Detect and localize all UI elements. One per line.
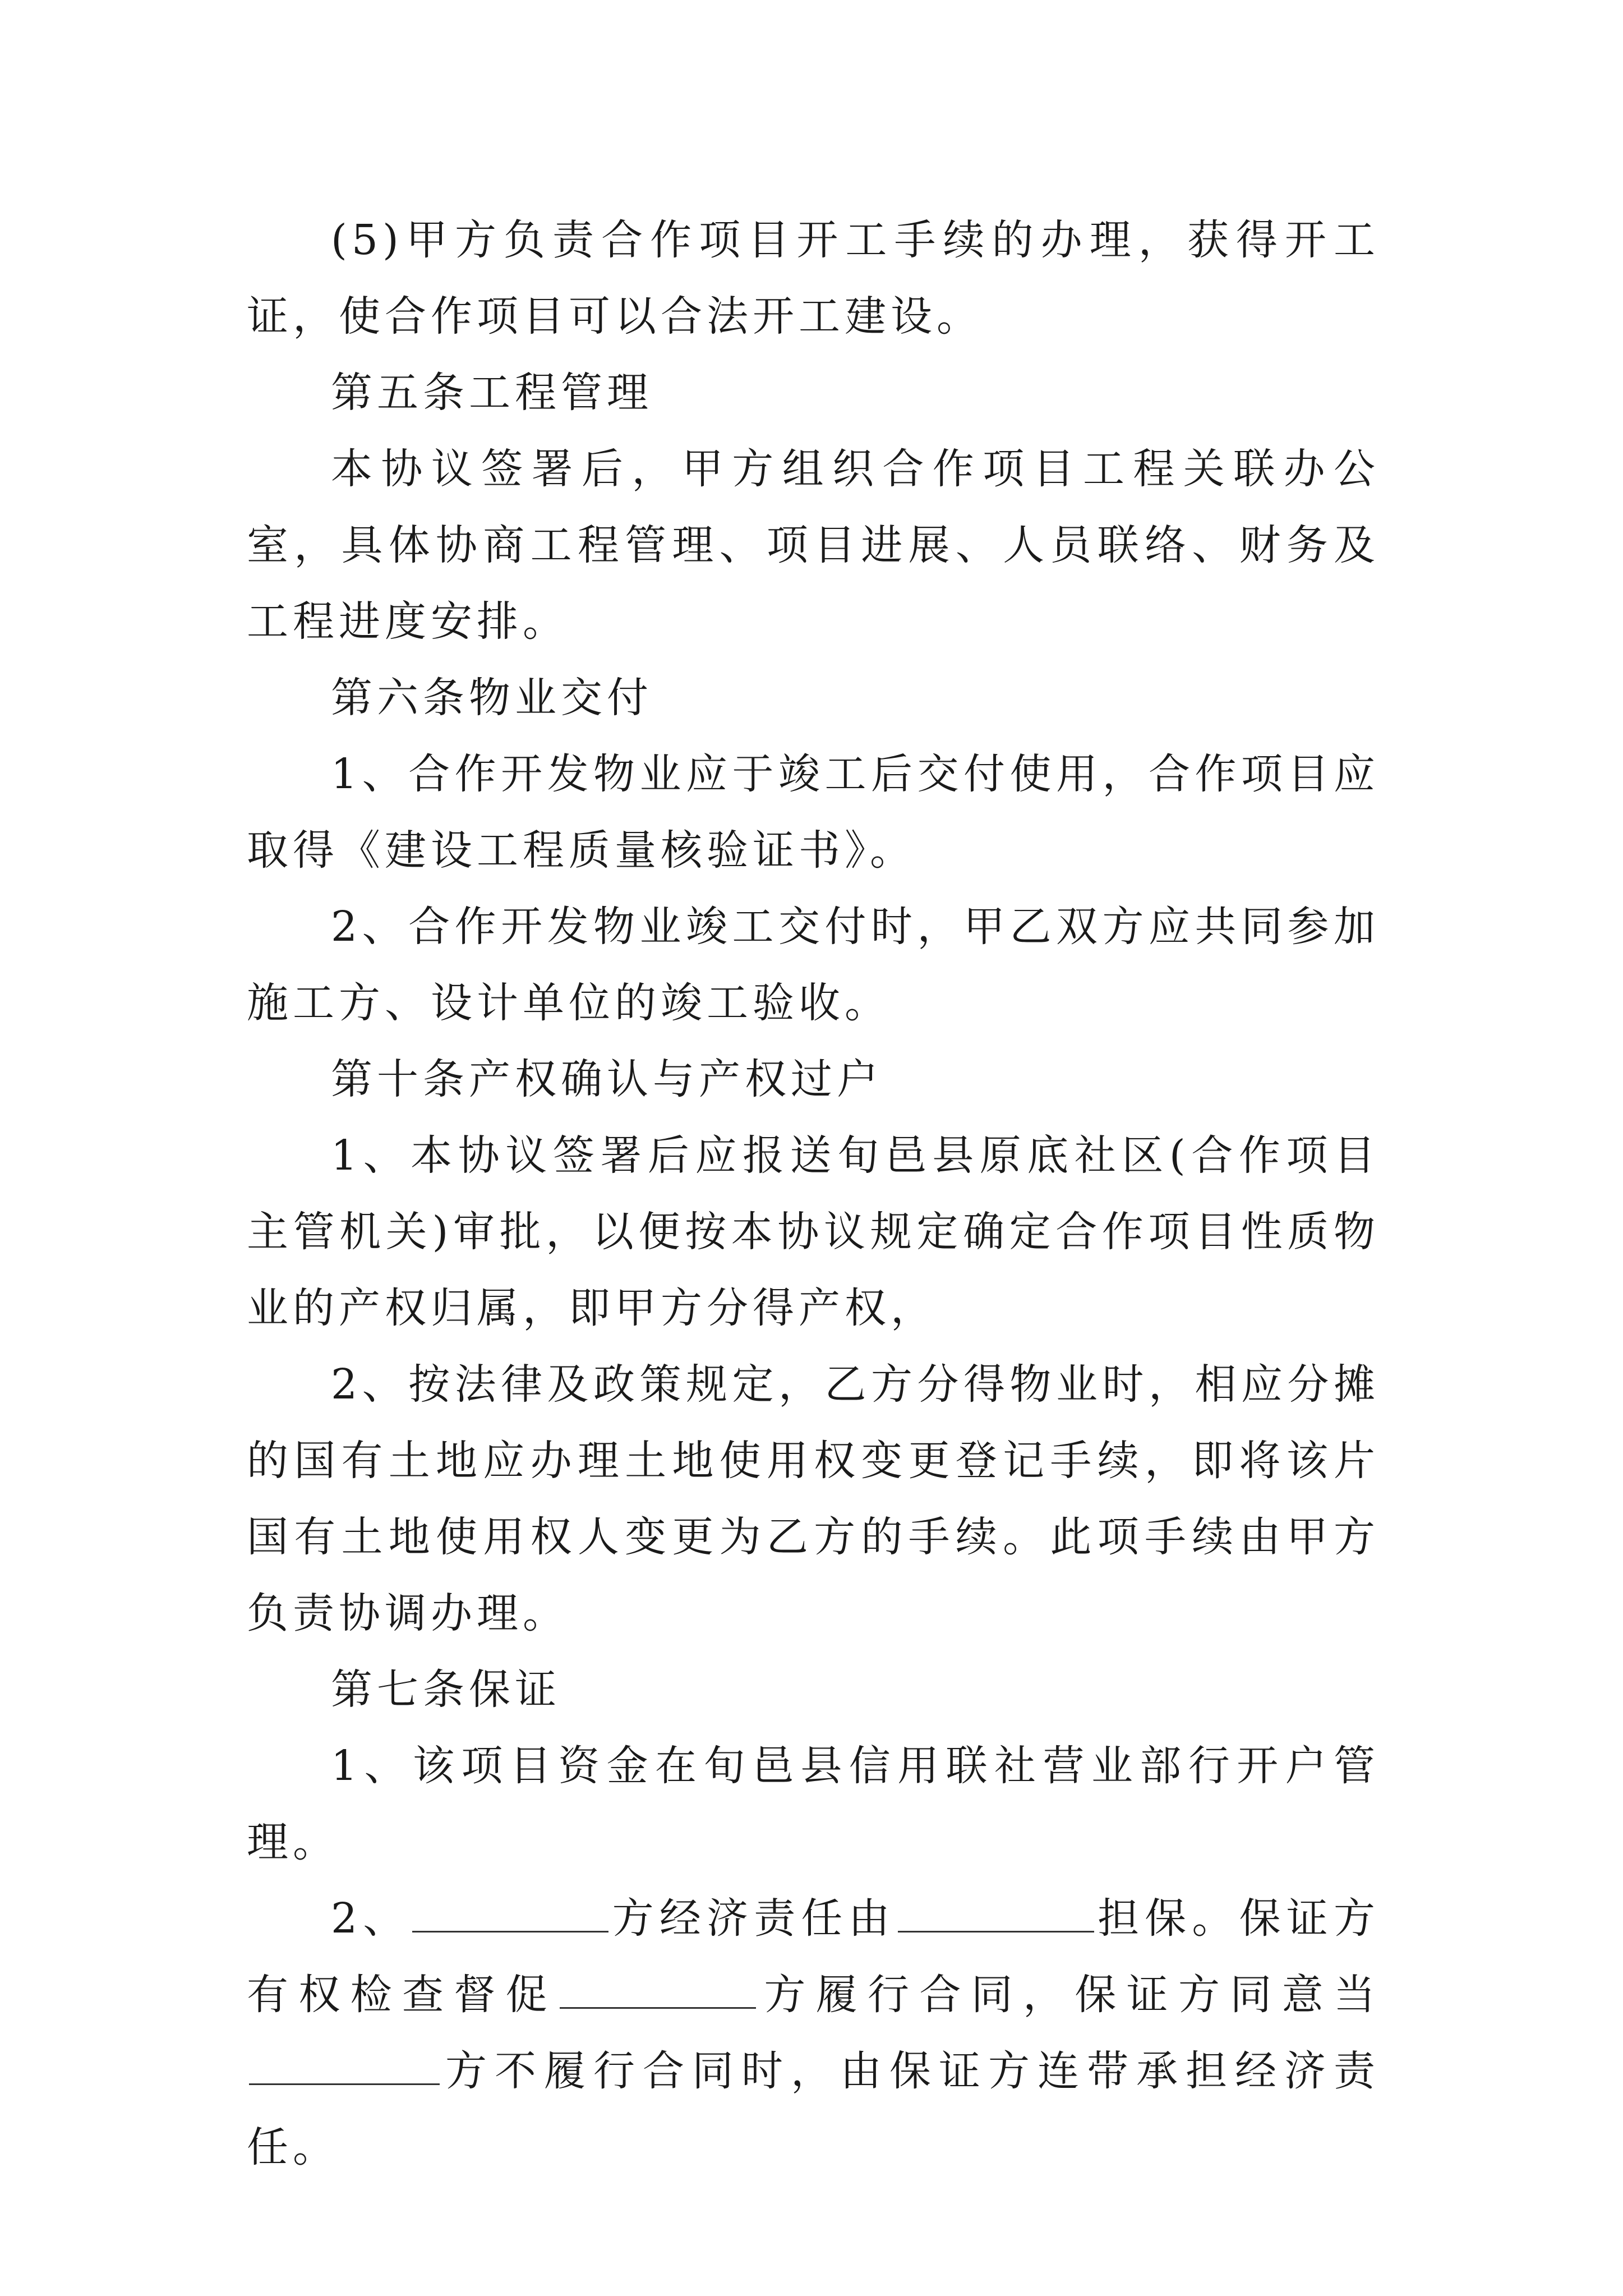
paragraph-property-1: 1、本协议签署后应报送旬邑县原底社区(合作项目主管机关)审批，以便按本协议规定确定合作项目性质物业的产权归属，即甲方分得产权， — [247, 1131, 1380, 1332]
paragraph-guarantee-1: 1、该项目资金在旬邑县信用联社营业部行开户管理。 — [247, 1742, 1380, 1866]
blank-line-3 — [560, 2007, 756, 2009]
paragraph-guarantee-2 — [247, 1880, 1380, 2185]
paragraph-delivery-1: 1、合作开发物业应于竣工后交付使用，合作项目应取得《建设工程质量核验证书》。 — [247, 750, 1380, 875]
guarantee-text-5: 方不履行合同时，由保证方连带承担经济责任。 — [247, 2047, 1380, 2171]
paragraph-property-2: 2、按法律及政策规定，乙方分得物业时，相应分摊的国有土地应办理土地使用权变更登记手续，即将该片国有土地使用权人变更为乙方的手续。此项手续由甲方负责协调办理。 — [247, 1360, 1380, 1637]
blank-line-1 — [412, 1930, 608, 1932]
blank-line-4 — [249, 2083, 440, 2085]
guarantee-text-4: 方履行合同，保证方同意当 — [758, 1971, 1380, 2019]
heading-article-5: 第五条工程管理 — [331, 369, 653, 417]
blank-line-2 — [898, 1930, 1094, 1932]
guarantee-text-3: 担保。保证方有权检查督促 — [247, 1894, 1380, 2019]
guarantee-text-2: 方经济责任由 — [611, 1894, 896, 1943]
heading-article-10: 第十条产权确认与产权过户 — [331, 1055, 883, 1103]
guarantee-text-1: 2、 — [331, 1894, 411, 1943]
heading-article-6: 第六条物业交付 — [331, 674, 653, 722]
heading-article-7: 第七条保证 — [331, 1665, 561, 1714]
paragraph-delivery-2: 2、合作开发物业竣工交付时，甲乙双方应共同参加施工方、设计单位的竣工验收。 — [247, 903, 1380, 1027]
document-body — [247, 202, 1380, 2185]
paragraph-engineering-office: 本协议签署后，甲方组织合作项目工程关联办公室，具体协商工程管理、项目进展、人员联络、财务及工程进度安排。 — [247, 445, 1380, 646]
paragraph-start-permit: (5)甲方负责合作项目开工手续的办理，获得开工证，使合作项目可以合法开工建设。 — [247, 216, 1380, 341]
